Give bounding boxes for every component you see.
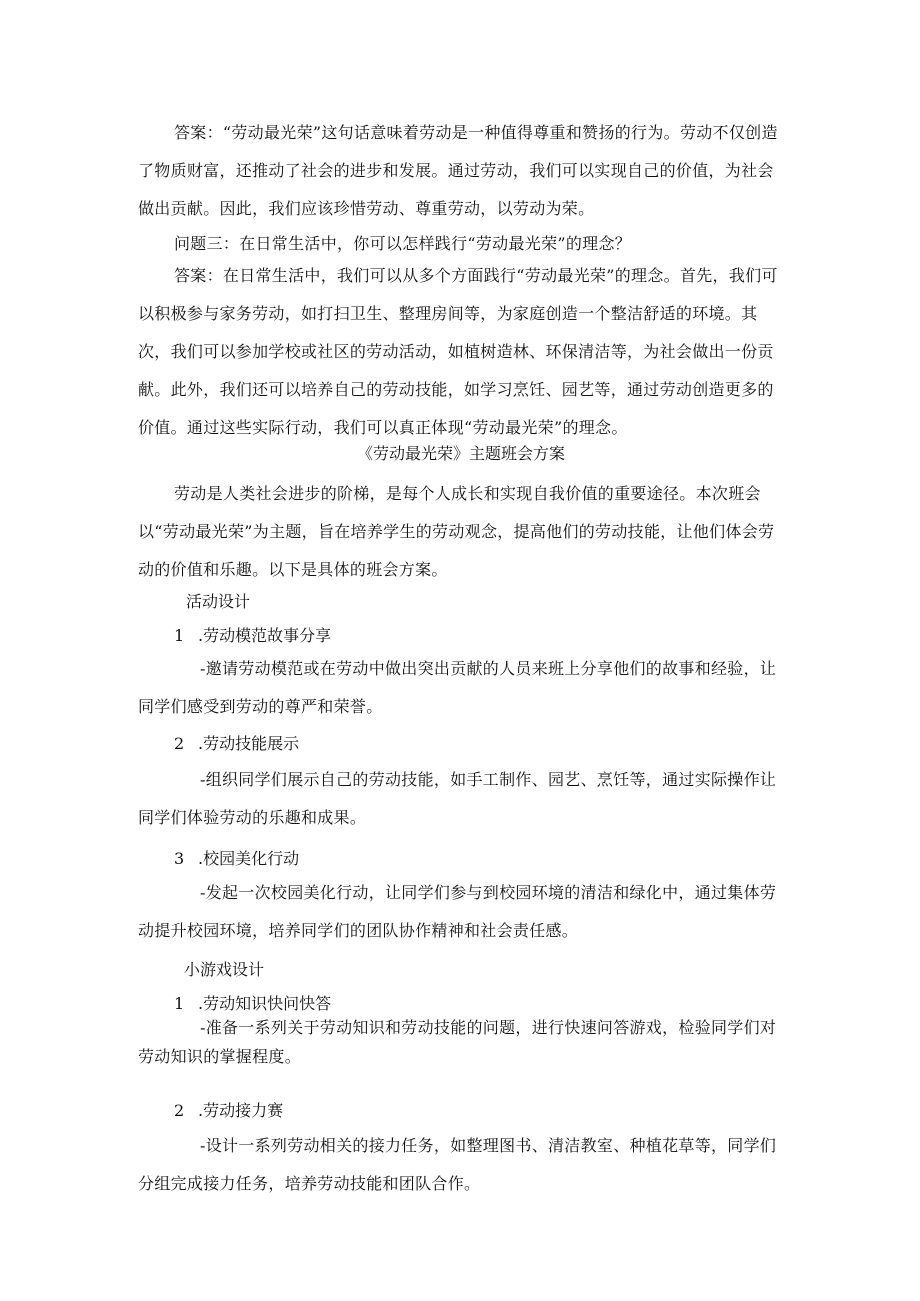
- activity-design-heading: 活动设计: [186, 592, 251, 611]
- game-item-description: -设计一系列劳动相关的接力任务，如整理图书、清洁教室、种植花草等，同学们分组完成接力任务，培养劳动技能和团队合作。: [138, 1136, 777, 1193]
- activity-item-description: -邀请劳动模范或在劳动中做出突出贡献的人员来班上分享他们的故事和经验，让同学们感受到劳动的尊严和荣誉。: [138, 659, 777, 716]
- game-design-heading: 小游戏设计: [184, 960, 265, 979]
- plan-intro-paragraph: 劳动是人类社会进步的阶梯，是每个人成长和实现自我价值的重要途径。本次班会以“劳动最光荣”为主题，旨在培养学生的劳动观念，提高他们的劳动技能，让他们体会劳动的价值和乐趣。以下是具体的班会方案。: [138, 484, 775, 579]
- item-number: 2: [174, 734, 185, 753]
- answer-three-paragraph: 答案：在日常生活中，我们可以从多个方面践行“劳动最光荣”的理念。首先，我们可以积极参与家务劳动，如打扫卫生、整理房间等，为家庭创造一个整洁舒适的环境。其次，我们可以参加学校或社区的劳动活动，如植树造林、环保清洁等，为社会做出一份贡献。此外，我们还可以培养自己的劳动技能，如学习烹饪、园艺等，通过劳动创造更多的价值。通过这些实际行动，我们可以真正体现“劳动最光荣”的理念。: [138, 266, 778, 437]
- item-title: .劳动技能展示: [198, 734, 300, 753]
- game-item-title: [174, 1099, 283, 1123]
- item-title: .劳动模范故事分享: [198, 626, 332, 645]
- answer-two-paragraph: 答案：“劳动最光荣”这句话意味着劳动是一种值得尊重和赞扬的行为。劳动不仅创造了物质财富，还推动了社会的进步和发展。通过劳动，我们可以实现自己的价值，为社会做出贡献。因此，我们应该珍惜劳动、尊重劳动，以劳动为荣。: [138, 123, 778, 218]
- item-title: .劳动接力赛: [198, 1101, 284, 1120]
- item-number: 2: [174, 1101, 185, 1120]
- game-item-description: -准备一系列关于劳动知识和劳动技能的问题，进行快速问答游戏，检验同学们对劳动知识的掌握程度。: [138, 1018, 777, 1066]
- activity-item-title: [174, 847, 299, 871]
- activity-item-description: -组织同学们展示自己的劳动技能，如手工制作、园艺、烹饪等，通过实际操作让同学们体验劳动的乐趣和成果。: [138, 770, 777, 827]
- activity-item-description: -发起一次校园美化行动，让同学们参与到校园环境的清洁和绿化中，通过集体劳动提升校园环境，培养同学们的团队协作精神和社会责任感。: [138, 883, 777, 940]
- item-title: .校园美化行动: [198, 849, 300, 868]
- item-number: 1: [174, 994, 185, 1013]
- activity-item-title: [174, 624, 331, 648]
- item-number: 1: [174, 626, 185, 645]
- activity-item-title: [174, 732, 299, 756]
- question-three: 问题三：在日常生活中，你可以怎样践行“劳动最光荣”的理念？: [174, 234, 632, 253]
- item-number: 3: [174, 849, 185, 868]
- item-title: .劳动知识快问快答: [198, 994, 332, 1013]
- plan-title: 《劳动最光荣》主题班会方案: [356, 444, 565, 463]
